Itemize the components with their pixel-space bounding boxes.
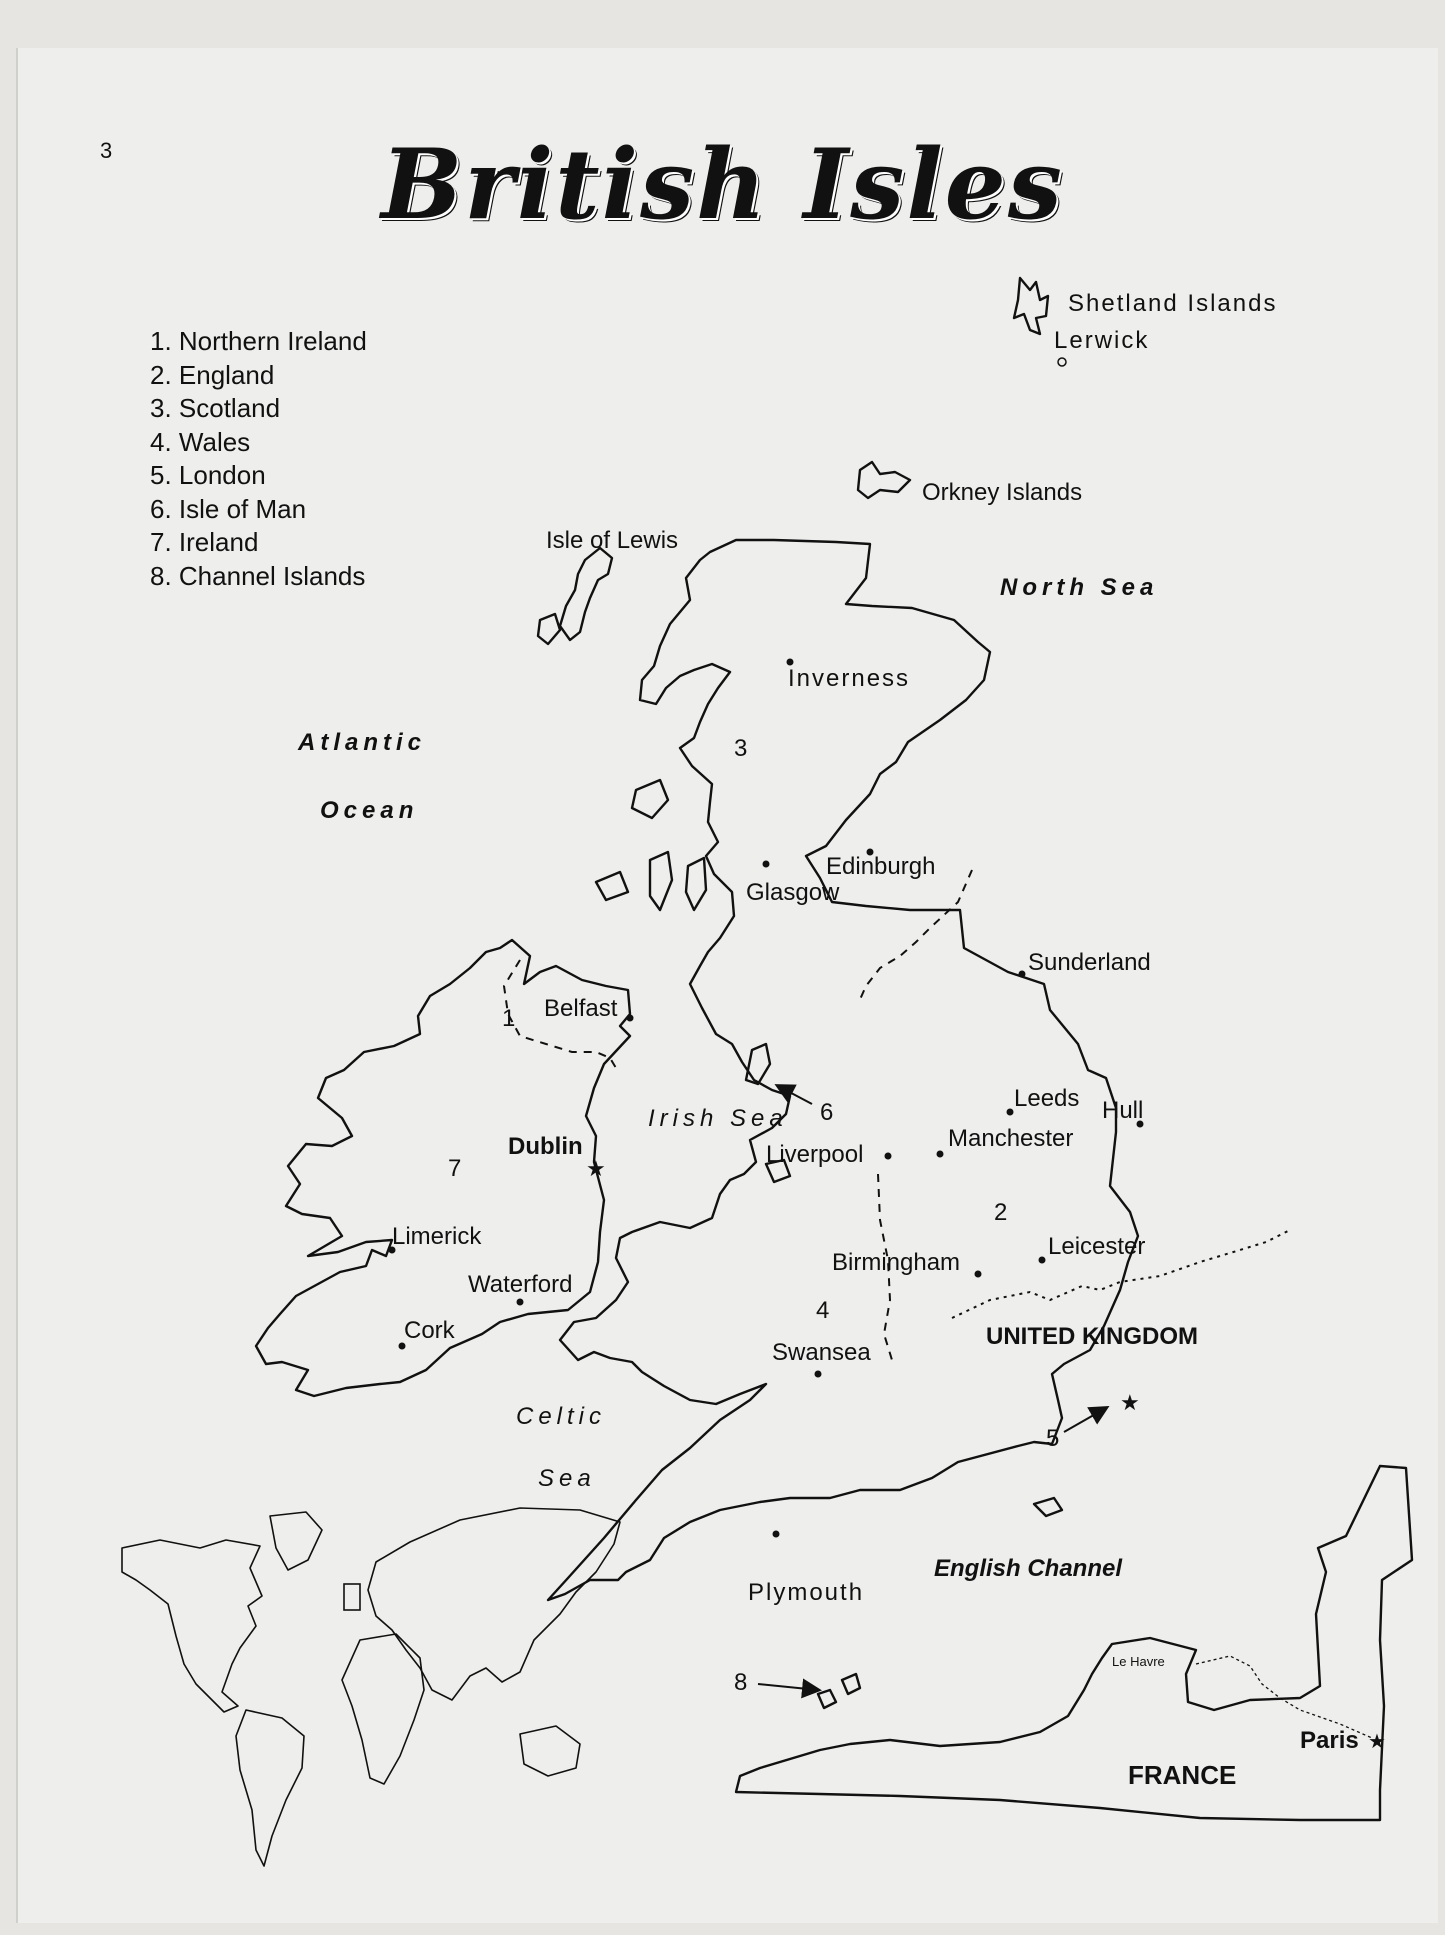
page-title: British Isles	[381, 128, 1064, 241]
channel-islands-outline	[818, 1674, 860, 1708]
legend-item: 4. Wales	[150, 426, 251, 457]
birmingham-dot	[975, 1271, 982, 1278]
belfast-dot	[627, 1015, 634, 1022]
atlantic-label: Atlantic	[298, 729, 427, 756]
isle-of-wight-outline	[1034, 1498, 1062, 1516]
ocean-label: Ocean	[320, 797, 419, 824]
city-sunderland: Sunderland	[1028, 949, 1151, 976]
city-hull: Hull	[1102, 1097, 1144, 1124]
manchester-dot	[937, 1151, 944, 1158]
city-paris: Paris	[1300, 1727, 1359, 1754]
orkney-islands-label: Orkney Islands	[922, 479, 1083, 506]
city-swansea: Swansea	[772, 1339, 871, 1366]
skye-outline	[632, 780, 668, 818]
north-sea-label: North Sea	[1000, 574, 1159, 601]
city-limerick: Limerick	[392, 1223, 482, 1250]
legend-item: 7. Ireland	[150, 527, 259, 557]
region-number-ireland: 7	[448, 1155, 462, 1182]
city-plymouth: Plymouth	[748, 1579, 865, 1606]
city-lerwick: Lerwick	[1054, 327, 1150, 354]
leicester-dot	[1039, 1257, 1046, 1264]
city-leeds: Leeds	[1014, 1085, 1080, 1112]
outer-hebrides-outline	[560, 548, 612, 640]
greenland-outline	[270, 1512, 322, 1570]
waterford-dot	[517, 1299, 524, 1306]
country-france: FRANCE	[1128, 1760, 1237, 1790]
legend-item: 6. Isle of Man	[150, 493, 307, 524]
english-channel-label: English Channel	[934, 1555, 1123, 1582]
hebrides-islet	[538, 614, 560, 644]
glasgow-dot	[763, 861, 770, 868]
isle-of-lewis-label: Isle of Lewis	[546, 527, 679, 554]
london-capital-star: ★	[1120, 1390, 1140, 1415]
city-cork: Cork	[404, 1317, 455, 1344]
country-united-kingdom: UNITED KINGDOM	[986, 1323, 1198, 1350]
lerwick-dot	[1058, 358, 1066, 366]
seine-river	[1196, 1656, 1372, 1738]
region-number-wales: 4	[816, 1297, 830, 1324]
page-number: 3	[100, 138, 113, 163]
mull-outline	[596, 872, 628, 900]
legend-item: 5. London	[150, 460, 266, 490]
isle-of-man-outline	[746, 1044, 770, 1084]
city-inverness: Inverness	[788, 665, 911, 692]
plymouth-dot	[773, 1531, 780, 1538]
dublin-capital-star: ★	[586, 1156, 606, 1181]
city-leicester: Leicester	[1048, 1233, 1146, 1260]
world-inset-map	[122, 1508, 620, 1866]
city-birmingham: Birmingham	[832, 1249, 961, 1276]
region-number-london: 5	[1046, 1425, 1060, 1452]
paris-capital-star: ★	[1368, 1731, 1386, 1753]
north-america-outline	[122, 1540, 262, 1712]
british-isles-highlight-box	[344, 1584, 360, 1610]
region-number-scotland: 3	[734, 735, 748, 762]
city-liverpool: Liverpool	[766, 1141, 864, 1168]
liverpool-dot	[885, 1153, 892, 1160]
isle-of-man-arrow	[778, 1086, 812, 1104]
city-edinburgh: Edinburgh	[826, 853, 936, 880]
arran-outline	[686, 858, 706, 910]
france-outline	[736, 1466, 1412, 1820]
city-manchester: Manchester	[948, 1125, 1074, 1152]
legend-item: 1. Northern Ireland	[150, 326, 367, 356]
legend-item: 3. Scotland	[150, 393, 281, 423]
london-arrow	[1064, 1408, 1106, 1432]
region-number-england: 2	[994, 1199, 1008, 1226]
shetland-islands-outline	[1014, 278, 1048, 334]
sunderland-dot	[1019, 971, 1026, 978]
city-belfast: Belfast	[544, 995, 618, 1022]
shetland-islands-label: Shetland Islands	[1068, 290, 1278, 317]
swansea-dot	[815, 1371, 822, 1378]
south-america-outline	[236, 1710, 304, 1866]
city-glasgow: Glasgow	[746, 879, 840, 906]
celtic-sea-label: Sea	[538, 1465, 596, 1492]
irish-sea-label: Irish Sea	[648, 1105, 788, 1132]
leeds-dot	[1007, 1109, 1014, 1116]
legend-item: 8. Channel Islands	[150, 560, 366, 591]
scotland-england-border	[858, 870, 972, 1004]
orkney-islands-outline	[858, 462, 910, 498]
city-le-havre: Le Havre	[1112, 1654, 1165, 1669]
region-number-ni: 1	[502, 1005, 516, 1032]
city-dublin: Dublin	[508, 1133, 583, 1160]
legend-item: 2. England	[150, 359, 275, 390]
region-number-channel-islands: 8	[734, 1669, 748, 1696]
australia-outline	[520, 1726, 580, 1776]
eurasia-outline	[368, 1508, 620, 1700]
city-waterford: Waterford	[468, 1271, 573, 1298]
islay-outline	[650, 852, 672, 910]
channel-islands-arrow	[758, 1684, 818, 1690]
celtic-label: Celtic	[516, 1403, 607, 1430]
region-number-isle-of-man: 6	[820, 1099, 834, 1126]
